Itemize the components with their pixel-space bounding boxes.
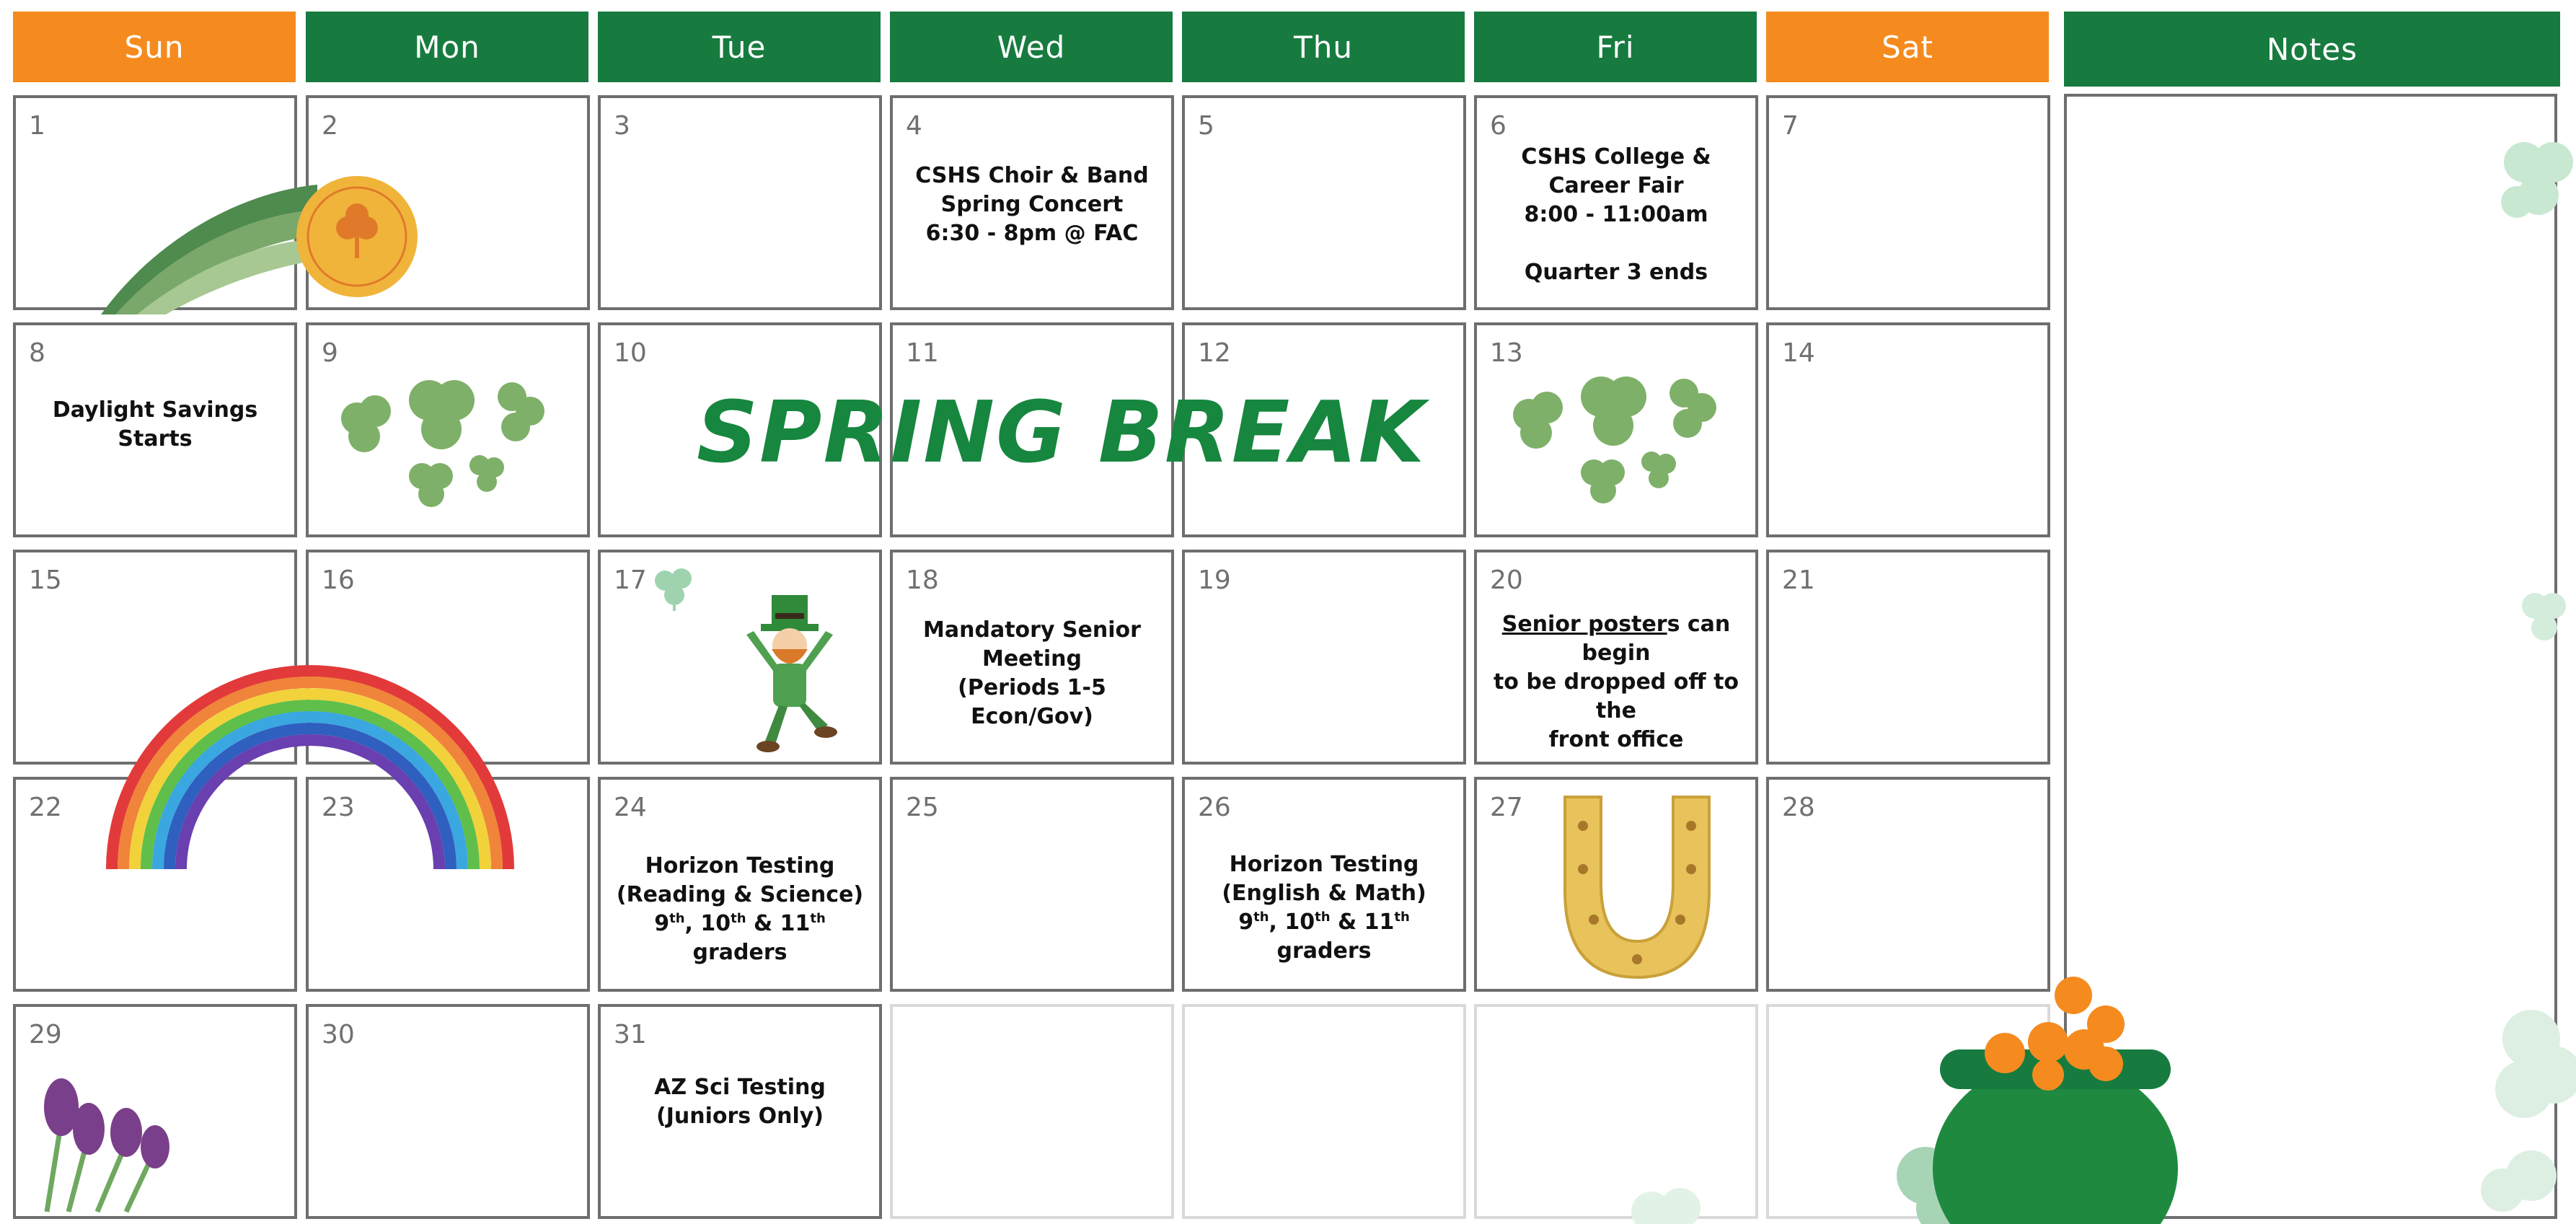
day-number: 28 [1782, 793, 1815, 822]
event-text [900, 162, 1164, 248]
day-number: 11 [906, 338, 939, 368]
day-cell[interactable] [890, 550, 1174, 765]
day-cell[interactable] [1766, 550, 2050, 765]
event-text [1192, 850, 1456, 966]
day-cell[interactable] [1182, 95, 1466, 310]
day-cell[interactable] [1766, 322, 2050, 537]
rainbow-icon [97, 656, 523, 873]
event-text [1484, 143, 1748, 287]
day-cell[interactable] [598, 1004, 882, 1219]
day-cell[interactable] [890, 95, 1174, 310]
day-cell[interactable] [1474, 95, 1758, 310]
day-label: Fri [1596, 29, 1635, 65]
event-text [608, 1073, 872, 1131]
day-number: 21 [1782, 565, 1815, 595]
day-number: 27 [1490, 793, 1523, 822]
day-number: 17 [614, 565, 647, 595]
day-label: Wed [997, 29, 1066, 65]
header-sat [1766, 12, 2049, 82]
empty-day-cell[interactable] [890, 1004, 1174, 1219]
empty-day-cell[interactable] [1474, 1004, 1758, 1219]
tulips-icon [18, 1064, 177, 1212]
day-number: 16 [322, 565, 355, 595]
day-label: Sat [1882, 29, 1933, 65]
pot-of-gold-icon [1875, 974, 2192, 1224]
event-line: Meeting [982, 646, 1082, 672]
day-number: 13 [1490, 338, 1523, 368]
day-cell[interactable] [1766, 95, 2050, 310]
day-number: 20 [1490, 565, 1523, 595]
day-label: Mon [414, 29, 480, 65]
day-cell[interactable] [890, 777, 1174, 992]
day-number: 23 [322, 793, 355, 822]
day-label: Tue [712, 29, 767, 65]
gold-coin-icon [87, 170, 433, 322]
day-number: 1 [29, 111, 45, 141]
header-mon [306, 12, 588, 82]
day-cell[interactable] [1182, 550, 1466, 765]
day-number: 2 [322, 111, 338, 141]
leprechaun-icon [736, 591, 844, 757]
event-line: (Juniors Only) [656, 1104, 824, 1129]
event-text [1484, 610, 1748, 754]
header-thu [1182, 12, 1465, 82]
event-line: 9th, 10th & 11th graders [654, 911, 826, 965]
event-line: Horizon Testing [1229, 852, 1419, 877]
day-cell[interactable] [306, 1004, 590, 1219]
event-line: Career Fair [1548, 173, 1684, 198]
day-number: 24 [614, 793, 647, 822]
event-text [900, 616, 1164, 731]
day-number: 14 [1782, 338, 1815, 368]
shamrock-cluster-icon [1504, 371, 1734, 516]
horseshoe-icon [1543, 783, 1731, 985]
day-number: 18 [906, 565, 939, 595]
day-number: 22 [29, 793, 62, 822]
event-line: Horizon Testing [645, 853, 835, 879]
day-cell[interactable] [1766, 777, 2050, 992]
day-label: Thu [1294, 29, 1353, 65]
day-cell[interactable] [1182, 777, 1466, 992]
event-line: Senior posters can begin [1501, 612, 1731, 666]
event-line: Daylight Savings Starts [52, 397, 258, 452]
shamrock-icon [649, 563, 700, 613]
day-number: 4 [906, 111, 922, 141]
notes-label: Notes [2266, 31, 2358, 67]
header-tue [598, 12, 881, 82]
day-number: 25 [906, 793, 939, 822]
event-text [23, 396, 287, 454]
day-number: 3 [614, 111, 630, 141]
day-number: 19 [1198, 565, 1231, 595]
event-line [1484, 229, 1748, 258]
day-number: 8 [29, 338, 45, 368]
day-number: 15 [29, 565, 62, 595]
event-line: CSHS Choir & Band [915, 163, 1149, 188]
event-line: 6:30 - 8pm @ FAC [925, 221, 1139, 246]
header-fri [1474, 12, 1757, 82]
day-label: Sun [124, 29, 185, 65]
day-cell[interactable] [1474, 550, 1758, 765]
header-notes [2064, 12, 2560, 87]
shamrock-icon [1623, 1183, 1709, 1224]
day-number: 26 [1198, 793, 1231, 822]
day-number: 6 [1490, 111, 1507, 141]
day-cell[interactable] [13, 322, 297, 537]
event-line: (Periods 1-5 Econ/Gov) [958, 675, 1106, 729]
day-cell[interactable] [598, 95, 882, 310]
day-number: 5 [1198, 111, 1214, 141]
event-line: AZ Sci Testing [654, 1075, 826, 1100]
day-number: 7 [1782, 111, 1799, 141]
event-line: Spring Concert [940, 192, 1124, 217]
event-line: front office [1548, 727, 1684, 752]
event-line: CSHS College & [1521, 144, 1711, 169]
event-line: Quarter 3 ends [1524, 260, 1708, 285]
shamrock-icon [2495, 133, 2567, 263]
day-number: 12 [1198, 338, 1231, 368]
day-number: 10 [614, 338, 647, 368]
shamrock-icon [2481, 995, 2575, 1212]
day-number: 31 [614, 1020, 647, 1049]
event-line: (English & Math) [1222, 881, 1426, 906]
shamrock-cluster-icon [332, 375, 563, 519]
day-cell[interactable] [598, 777, 882, 992]
spring-break-banner: SPRING BREAK [697, 382, 1426, 482]
event-line: to be dropped off to the [1493, 669, 1739, 723]
event-line: (Reading & Science) [616, 882, 864, 907]
shamrock-icon [2517, 584, 2567, 656]
header-sun [13, 12, 296, 82]
day-number: 9 [322, 338, 338, 368]
event-line: 8:00 - 11:00am [1524, 202, 1708, 227]
empty-day-cell[interactable] [1182, 1004, 1466, 1219]
event-line: 9th, 10th & 11th graders [1238, 910, 1410, 964]
event-line: Mandatory Senior [923, 617, 1141, 643]
header-wed [890, 12, 1173, 82]
event-text [608, 852, 872, 967]
day-number: 30 [322, 1020, 355, 1049]
day-number: 29 [29, 1020, 62, 1049]
